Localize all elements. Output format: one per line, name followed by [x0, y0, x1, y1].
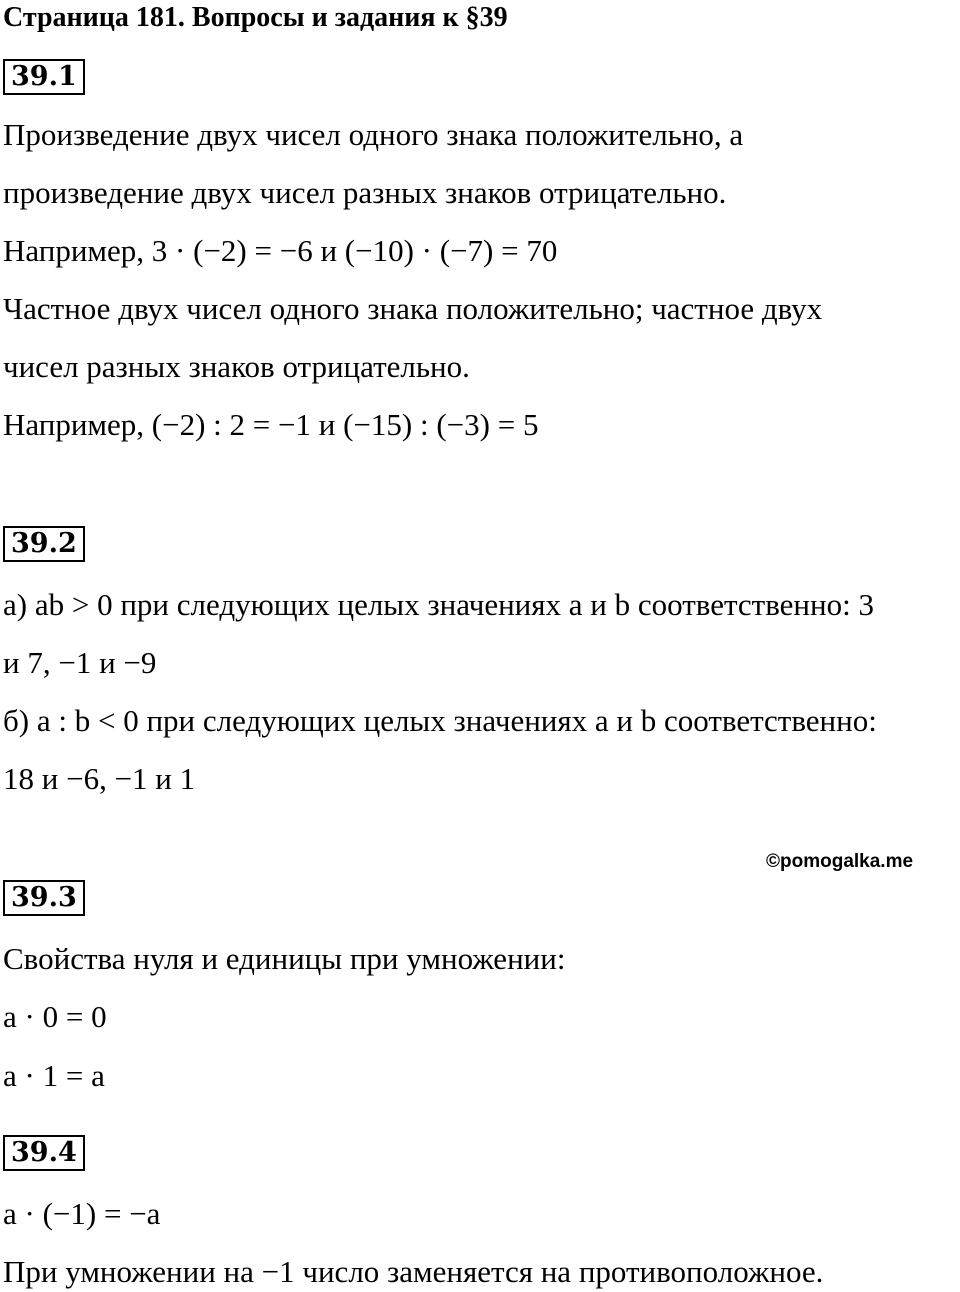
text-line: Произведение двух чисел одного знака положительно, а: [3, 117, 744, 152]
text-line: Свойства нуля и единицы при умножении:: [3, 941, 566, 976]
task-number-39-3: 39.3: [3, 880, 85, 916]
text-line: б) a : b < 0 при следующих целых значениях a и b соответственно:: [3, 703, 877, 738]
text-line: a · 1 = a: [3, 1058, 105, 1093]
text-line: Частное двух чисел одного знака положительно; частное двух: [3, 291, 823, 326]
text-line: чисел разных знаков отрицательно.: [3, 349, 470, 384]
text-line: a · 0 = 0: [3, 999, 107, 1034]
page-title: Страница 181. Вопросы и задания к §39: [3, 2, 508, 33]
text-line: При умножении на −1 число заменяется на противоположное.: [3, 1254, 824, 1289]
task-number-39-1: 39.1: [3, 59, 85, 95]
text-line: 18 и −6, −1 и 1: [3, 761, 196, 796]
task-number-39-4: 39.4: [3, 1135, 85, 1171]
text-line: Например, 3 · (−2) = −6 и (−10) · (−7) = 70: [3, 233, 558, 268]
text-line: произведение двух чисел разных знаков отрицательно.: [3, 175, 727, 210]
watermark: ©pomogalka.me: [766, 851, 914, 872]
text-line: Например, (−2) : 2 = −1 и (−15) : (−3) = 5: [3, 407, 539, 442]
task-number-39-2: 39.2: [3, 526, 85, 562]
text-line: а) ab > 0 при следующих целых значениях a и b соответственно: 3: [3, 587, 874, 622]
text-line: a · (−1) = −a: [3, 1196, 161, 1231]
text-line: и 7, −1 и −9: [3, 645, 157, 680]
